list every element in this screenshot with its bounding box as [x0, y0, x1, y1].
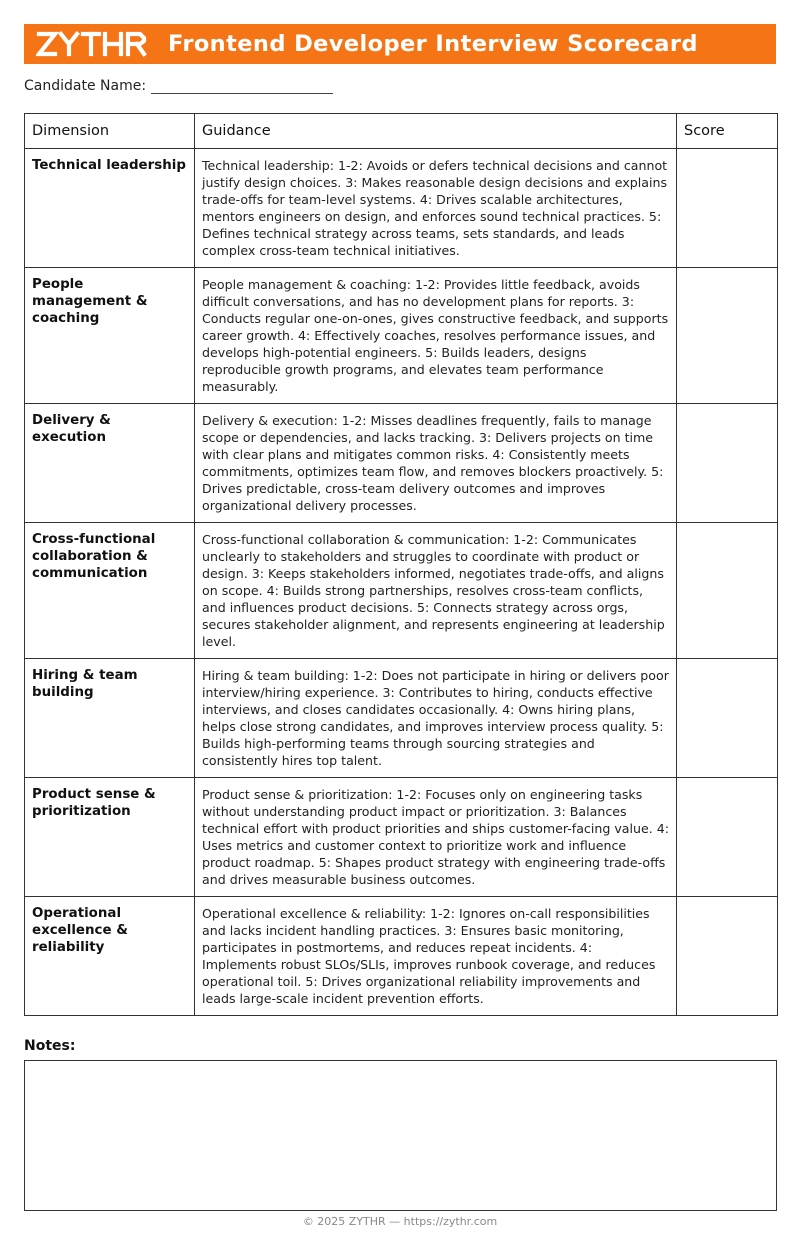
score-cell[interactable] [677, 897, 778, 1016]
guidance-cell: Product sense & prioritization: 1-2: Focuses only on engineering tasks without understanding product impact or prioritization. 3: Balances technical effort with product priorities and ships customer-facing value. 4: Uses metrics and customer context to prioritize work and influence product roadmap. 5: Shapes product strategy with engineering trade-offs and drives measurable business outcomes. [195, 778, 677, 897]
dimension-cell: People management & coaching [25, 268, 195, 404]
candidate-name-blank[interactable] [151, 77, 333, 94]
table-row [25, 523, 778, 659]
score-cell[interactable] [677, 523, 778, 659]
dimension-cell: Hiring & team building [25, 659, 195, 778]
guidance-cell: Operational excellence & reliability: 1-2: Ignores on-call responsibilities and lacks incident handling practices. 3: Ensures basic monitoring, participates in postmortems, and reduces repeat incidents. 4: Implements robust SLOs/SLIs, improves runbook coverage, and reduces operational toil. 5: Drives organizational reliability improvements and leads large-scale incident prevention efforts. [195, 897, 677, 1016]
notes-box[interactable] [24, 1060, 777, 1211]
score-cell[interactable] [677, 659, 778, 778]
score-cell[interactable] [677, 778, 778, 897]
table-row [25, 778, 778, 897]
footer-copyright: © 2025 ZYTHR — https://zythr.com [302, 1215, 498, 1228]
dimension-cell: Cross-functional collaboration & communication [25, 523, 195, 659]
guidance-cell: Hiring & team building: 1-2: Does not participate in hiring or delivers poor interview/hiring experience. 3: Contributes to hiring, conducts effective interviews, and closes candidates occasionally. 4: Owns hiring plans, helps close strong candidates, and improves interview process quality. 5: Builds high-performing teams through sourcing strategies and consistently hires top talent. [195, 659, 677, 778]
guidance-cell: People management & coaching: 1-2: Provides little feedback, avoids difficult conversations, and has no development plans for reports. 3: Conducts regular one-on-ones, gives constructive feedback, and supports career growth. 4: Effectively coaches, resolves performance issues, and develops high-potential engineers. 5: Builds leaders, designs reproducible growth programs, and elevates team performance measurably. [195, 268, 677, 404]
header-banner [24, 24, 776, 64]
column-header-guidance: Guidance [195, 114, 677, 149]
table-header-row [25, 114, 778, 149]
table-row [25, 268, 778, 404]
column-header-score: Score [677, 114, 778, 149]
guidance-cell: Cross-functional collaboration & communication: 1-2: Communicates unclearly to stakeholders and struggles to coordinate with product or design. 3: Keeps stakeholders informed, negotiates trade-offs, and aligns on scope. 4: Builds strong partnerships, resolves cross-team conflicts, and influences product decisions. 5: Connects strategy across orgs, secures stakeholder alignment, and represents engineering at leadership level. [195, 523, 677, 659]
zythr-logo [36, 30, 148, 58]
dimension-cell: Delivery & execution [25, 404, 195, 523]
dimension-cell: Technical leadership [25, 149, 195, 268]
score-cell[interactable] [677, 149, 778, 268]
guidance-cell: Delivery & execution: 1-2: Misses deadlines frequently, fails to manage scope or dependencies, and lacks tracking. 3: Delivers projects on time with clear plans and mitigates common risks. 4: Consistently meets commitments, optimizes team flow, and removes blockers proactively. 5: Drives predictable, cross-team delivery outcomes and improves organizational delivery processes. [195, 404, 677, 523]
table-row [25, 659, 778, 778]
score-cell[interactable] [677, 268, 778, 404]
table-row [25, 897, 778, 1016]
candidate-name-field [24, 77, 333, 94]
guidance-cell: Technical leadership: 1-2: Avoids or defers technical decisions and cannot justify design choices. 3: Makes reasonable design decisions and explains trade-offs for team-level systems. 4: Drives scalable architectures, mentors engineers on design, and enforces sound technical practices. 5: Defines technical strategy across teams, sets standards, and leads complex cross-team technical initiatives. [195, 149, 677, 268]
table-row [25, 404, 778, 523]
column-header-dimension: Dimension [25, 114, 195, 149]
score-cell[interactable] [677, 404, 778, 523]
candidate-name-label: Candidate Name: [24, 78, 147, 94]
page-title: Frontend Developer Interview Scorecard [168, 31, 698, 57]
scorecard-table [24, 113, 778, 1016]
notes-label: Notes: [24, 1038, 76, 1054]
dimension-cell: Operational excellence & reliability [25, 897, 195, 1016]
table-row [25, 149, 778, 268]
dimension-cell: Product sense & prioritization [25, 778, 195, 897]
